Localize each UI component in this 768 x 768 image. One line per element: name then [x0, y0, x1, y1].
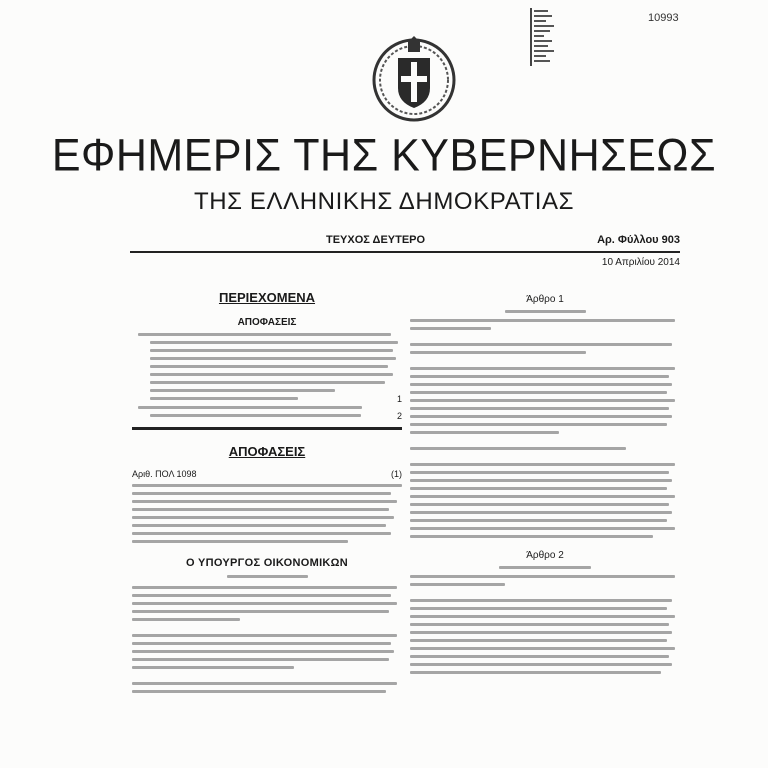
issue-label: ΤΕΥΧΟΣ ΔΕΥΤΕΡΟ [326, 234, 426, 246]
right-column [410, 284, 680, 674]
contents-divider [132, 427, 402, 430]
contents-heading: ΠΕΡΙΕΧΟΜΕΝΑ [218, 290, 316, 305]
decisions-heading: ΑΠΟΦΑΣΕΙΣ [228, 444, 306, 459]
article-2-body [410, 575, 680, 674]
article-1-title [410, 310, 680, 313]
barcode-stamp [528, 6, 558, 68]
header-divider [130, 251, 680, 253]
gazette-subtitle: ΤΗΣ ΕΛΛΗΝΙΚΗΣ ΔΗΜΟΚΡΑΤΙΑΣ [193, 188, 575, 215]
page-number: 10993 [648, 12, 679, 24]
article-2-heading: Άρθρο 2 [526, 550, 564, 561]
decision-ref-label: Αριθ. ΠΟΛ 1098 [132, 469, 197, 479]
contents-entry-2 [138, 406, 402, 421]
issue-row [130, 234, 680, 250]
contents-entry-2-page: 2 [396, 411, 402, 421]
article-1-body [410, 319, 680, 538]
contents-entry-1 [138, 333, 402, 404]
greek-coat-of-arms-emblem [368, 32, 460, 124]
ministry-heading: Ο ΥΠΟΥΡΓΟΣ ΟΙΚΟΝΟΜΙΚΩΝ [185, 557, 349, 569]
decision-reference [132, 469, 402, 479]
left-column [132, 284, 402, 693]
article-1-heading: Άρθρο 1 [526, 294, 564, 305]
article-2-title [410, 566, 680, 569]
contents-entry-1-page: 1 [396, 394, 402, 404]
decision-summary [132, 484, 402, 543]
sheet-number: Αρ. Φύλλου 903 [597, 234, 680, 246]
gazette-title: ΕΦΗΜΕΡΙΣ ΤΗΣ ΚΥΒΕΡΝΗΣΕΩΣ [51, 130, 717, 182]
ministry-body [132, 575, 402, 693]
decision-ref-number: (1) [391, 469, 402, 479]
decisions-subheading: ΑΠΟΦΑΣΕΙΣ [237, 317, 297, 328]
issue-date: 10 Απριλίου 2014 [601, 257, 680, 268]
